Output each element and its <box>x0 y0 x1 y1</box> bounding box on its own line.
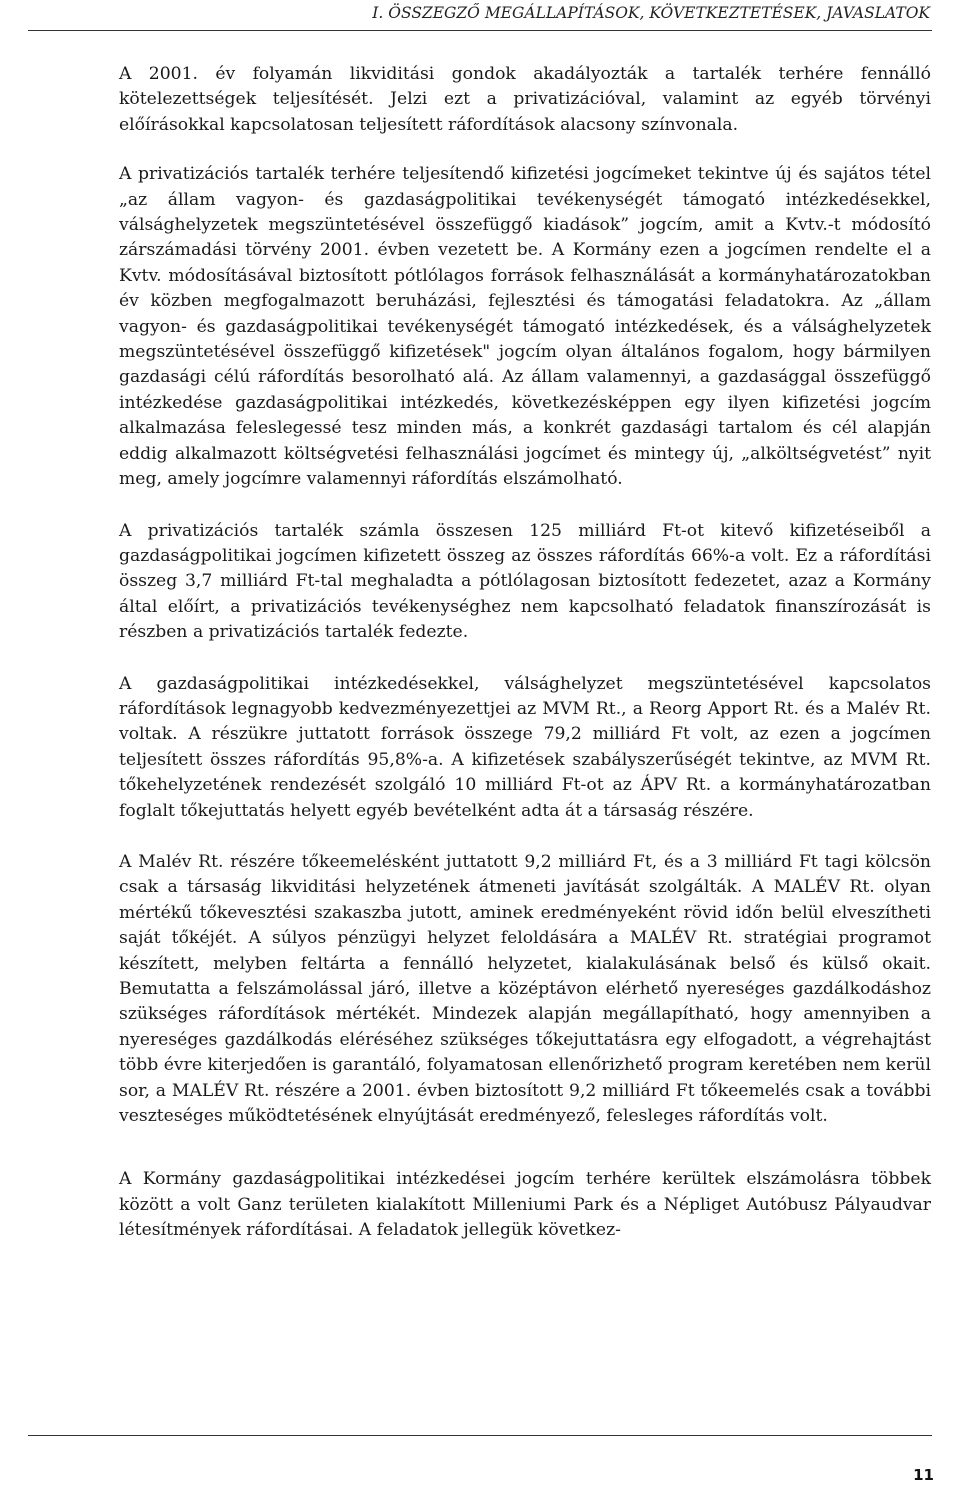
paragraph-5: A Malév Rt. részére tőkeemelésként juttatott 9,2 milliárd Ft, és a 3 milliárd Ft tagi kölcsön csak a társaság likviditási helyzetének átmeneti javítását szolgálták. A MALÉV Rt. olyan mértékű tőkevesztési szakaszba jutott, aminek eredményeként rövid időn belül elveszítheti saját tőkéjét. A súlyos pénzügyi helyzet feloldására a MALÉV Rt. stratégiai programot készített, melyben feltárta a fennálló helyzetet, kialakulásának belső és külső okait. Bemutatta a felszámolással járó, illetve a középtávon elérhető nyereséges gazdálkodáshoz szükséges ráfordítások mértékét. Mindezek alapján megállapítható, hogy amennyiben a nyereséges gazdálkodás eléréséhez szükséges tőkejuttatásra egy elfogadott, a végrehajtást több évre kiterjedően is garantáló, folyamatosan ellenőrizhető program keretében nem kerül sor, a MALÉV Rt. részére a 2001. évben biztosított 9,2 milliárd Ft tőkeemelés csak a további veszteséges működtetésének elnyújtását eredményező, felesleges ráfordítás volt. <box>119 851 931 1127</box>
page-number: 11 <box>913 1466 934 1484</box>
paragraph-3: A privatizációs tartalék számla összesen 125 milliárd Ft-ot kitevő kifizetéseiből a gazdaságpolitikai jogcímen kifizetett összeg az összes ráfordítás 66%-a volt. Ez a ráfordítási összeg 3,7 milliárd Ft-tal meghaladta a pótlólagosan biztosított fedezetet, azaz a Kormány által előírt, a privatizációs tevékenységhez nem kapcsolható feladatok finanszírozását is részben a privatizációs tartalék fedezte. <box>119 520 931 643</box>
running-header <box>0 0 960 28</box>
paragraph-6: A Kormány gazdaságpolitikai intézkedései jogcím terhére kerültek elszámolásra többek között a volt Ganz területen kialakított Milleniumi Park és a Népliget Autóbusz Pályaudvar létesítmények ráfordításai. A feladatok jellegük következ- <box>119 1169 931 1241</box>
page-body <box>119 62 931 1268</box>
paragraph-2: A privatizációs tartalék terhére teljesítendő kifizetési jogcímeket tekintve új és sajátos tétel „az állam vagyon- és gazdaságpolitikai tevékenységét támogató intézkedésekkel, válsághelyzetek megszüntetésével összefüggő kiadások” jogcím, amit a Kvtv.-t módosító zárszámadási törvény 2001. évben vezetett be. A Kormány ezen a jogcímen rendelte el a Kvtv. módosításával biztosított pótlólagos források felhasználását a kormányhatározatokban év közben megfogalmazott beruházási, fejlesztési és támogatási feladatokra. Az „állam vagyon- és gazdaságpolitikai tevékenységét támogató intézkedések, és a válsághelyzetek megszüntetésével összefüggő kifizetések" jogcím olyan általános fogalom, hogy bármilyen gazdasági célú ráfordítás besorolható alá. Az állam valamennyi, a gazdasággal összefüggő intézkedése gazdaságpolitikai intézkedés, következésképpen egy ilyen kifizetési jogcím alkalmazása feleslegessé tesz minden más, a konkrét gazdasági tartalom és cél alapján eddig alkalmazott költségvetési felhasználási jogcímet és mintegy új, „alköltségvetést” nyit meg, amely jogcímre valamennyi ráfordítás elszámolható. <box>119 164 931 490</box>
running-header-title: I. ÖSSZEGZŐ MEGÁLLAPÍTÁSOK, KÖVETKEZTETÉSEK, JAVASLATOK <box>372 4 930 22</box>
paragraph-1: A 2001. év folyamán likviditási gondok akadályozták a tartalék terhére fennálló kötelezettségek teljesítését. Jelzi ezt a privatizációval, valamint az egyéb törvényi előírásokkal kapcsolatosan teljesített ráfordítások alacsony színvonala. <box>119 64 931 135</box>
paragraph-4: A gazdaságpolitikai intézkedésekkel, válsághelyzet megszüntetésével kapcsolatos ráfordítások legnagyobb kedvezményezettjei az MVM Rt., a Reorg Apport Rt. és a Malév Rt. voltak. A részükre juttatott források összege 79,2 milliárd Ft volt, az ezen a jogcímen teljesített összes ráfordítás 95,8%-a. A kifizetések szabályszerűségét tekintve, az MVM Rt. tőkehelyzetének rendezését szolgáló 10 milliárd Ft-ot az ÁPV Rt. a kormányhatározatban foglalt tőkejuttatás helyett egyéb bevételként adta át a társaság részére. <box>119 673 931 821</box>
header-divider <box>28 30 932 31</box>
footer-divider <box>28 1435 932 1436</box>
